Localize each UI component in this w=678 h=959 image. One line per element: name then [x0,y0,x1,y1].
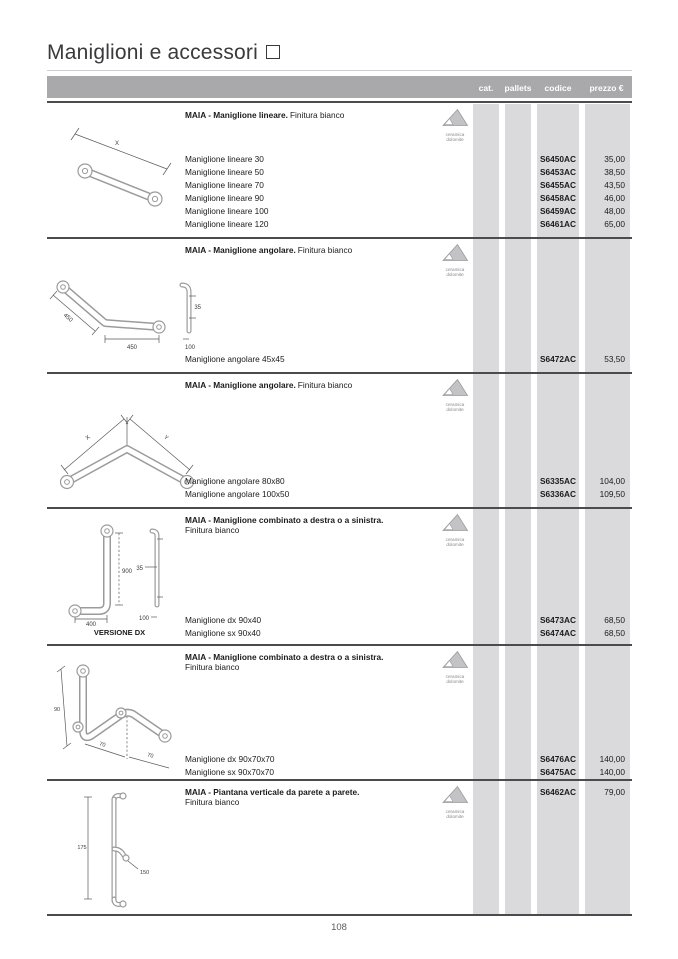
item-price: 65,00 [604,219,625,229]
product-title-finish: Finitura bianco [297,380,353,390]
catalog-table [47,104,632,916]
dim-label: 450 [126,345,138,351]
item-label: Maniglione angolare 45x45 [185,354,285,364]
item-price: 48,00 [604,206,625,216]
table-row [47,615,632,628]
dim-label: 100 [184,345,196,351]
item-label: Maniglione angolare 100x50 [185,489,290,499]
item-price: 140,00 [599,754,625,764]
dim-label: 70 [98,741,107,749]
product-title-finish: Finitura bianco [289,110,345,120]
item-code: S6476AC [540,754,576,764]
table-row [47,476,632,489]
product-title [185,515,435,536]
product-title-bold: MAIA - Maniglione combinato a destra o a sinistra. [185,515,384,525]
product-title [185,110,435,120]
item-label: Maniglione lineare 70 [185,180,264,190]
header-rule [47,101,632,103]
dim-label: 35 [136,566,143,572]
item-code: S6453AC [540,167,576,177]
item-price: 109,50 [599,489,625,499]
dim-label: 900 [122,569,133,575]
vertical-pole-drawing [62,787,172,911]
product-title-finish: Finitura bianco [185,662,240,673]
product-title-finish: Finitura bianco [185,525,240,536]
item-code: S6475AC [540,767,576,777]
brand-logo [436,513,474,548]
ceramica-dolomite-logo-icon [441,243,469,262]
table-row [47,180,632,193]
column-header-pallets: pallets [504,83,532,93]
item-code: S6336AC [540,489,576,499]
brand-logo [436,243,474,278]
item-label: Maniglione dx 90x40 [185,615,262,625]
product-title-bold: MAIA - Piantana verticale da parete a parete. [185,787,360,797]
item-price: 68,50 [604,628,625,638]
dim-label: 35 [194,305,201,311]
item-price: 68,50 [604,615,625,625]
product-title [185,652,435,673]
product-title-finish: Finitura bianco [297,245,353,255]
brand-logo-text-line2: dolomite [446,814,464,820]
brand-logo-text-line2: dolomite [446,137,464,143]
page-number: 108 [331,922,347,933]
dim-label: 400 [85,622,97,627]
table-row [47,354,632,367]
product-section [47,646,632,781]
item-label: Maniglione angolare 80x80 [185,476,285,486]
angled-grab-bar-drawing [47,275,202,353]
item-label: Maniglione sx 90x70x70 [185,767,275,777]
table-header [47,76,632,98]
table-row [47,787,632,800]
item-code: S6474AC [540,628,576,638]
brand-logo [436,108,474,143]
item-code: S6462AC [540,787,576,797]
item-price: 140,00 [599,767,625,777]
item-code: S6461AC [540,219,576,229]
dim-label: 150 [140,870,150,876]
product-title-bold: MAIA - Maniglione angolare. [185,245,296,255]
l-shaped-grab-bar-drawing [57,519,182,627]
table-row [47,193,632,206]
item-price: 53,50 [604,354,625,364]
item-label: Maniglione dx 90x70x70 [185,754,275,764]
item-code: S6459AC [540,206,576,216]
product-section [47,239,632,374]
dim-label: 100 [138,616,149,622]
item-label: Maniglione lineare 30 [185,154,264,164]
brand-logo-text-line1: ceramica [445,537,465,542]
page-title [47,41,280,65]
product-title-bold: MAIA - Maniglione combinato a destra o a sinistra. [185,652,384,662]
ceramica-dolomite-logo-icon [441,108,469,127]
product-section [47,374,632,509]
brand-logo-text-line2: dolomite [446,407,464,413]
product-section [47,104,632,239]
item-code: S6458AC [540,193,576,203]
item-label: Maniglione lineare 50 [185,167,264,177]
dim-label: 450 [61,312,74,324]
item-label: Maniglione sx 90x40 [185,628,261,638]
brand-logo [436,378,474,413]
item-code: S6335AC [540,476,576,486]
brand-logo-text-line2: dolomite [446,542,464,548]
table-row [47,767,632,780]
column-header-prezzo: prezzo € [589,83,624,93]
product-title-finish: Finitura bianco [185,797,240,808]
item-price: 104,00 [599,476,625,486]
table-row [47,154,632,167]
column-header-cat: cat. [478,83,494,93]
brand-logo-text-line2: dolomite [446,679,464,685]
product-title [185,380,435,390]
ceramica-dolomite-logo-icon [441,650,469,669]
item-label: Maniglione lineare 120 [185,219,269,229]
item-price: 35,00 [604,154,625,164]
table-row [47,167,632,180]
title-square-icon [266,45,280,59]
dim-label: X [114,141,120,147]
item-code: S6455AC [540,180,576,190]
brand-logo-text-line1: ceramica [445,132,465,137]
dim-label: X [84,434,92,442]
item-code: S6450AC [540,154,576,164]
column-header-codice: codice [544,83,572,93]
brand-logo-text-line1: ceramica [445,809,465,814]
table-row [47,489,632,502]
item-price: 43,50 [604,180,625,190]
dim-label: Y [162,434,170,442]
item-label: Maniglione lineare 100 [185,206,269,216]
item-code: S6472AC [540,354,576,364]
item-price: 38,50 [604,167,625,177]
brand-logo-text-line1: ceramica [445,267,465,272]
brand-logo-text-line1: ceramica [445,402,465,407]
ceramica-dolomite-logo-icon [441,513,469,532]
top-rule [47,70,632,71]
item-price: 79,00 [604,787,625,797]
brand-logo-text-line2: dolomite [446,272,464,278]
table-row [47,754,632,767]
product-section [47,509,632,646]
dim-label: 70 [146,752,154,760]
item-label: Maniglione lineare 90 [185,193,264,203]
dim-label: 90 [53,707,61,713]
table-row [47,206,632,219]
dim-label: 175 [77,845,87,851]
brand-logo-text-line1: ceramica [445,674,465,679]
item-code: S6473AC [540,615,576,625]
page-title-text: Maniglioni e accessori [47,41,258,64]
table-row [47,219,632,232]
table-row [47,628,632,641]
item-price: 46,00 [604,193,625,203]
product-section [47,781,632,916]
ceramica-dolomite-logo-icon [441,378,469,397]
product-title-bold: MAIA - Maniglione angolare. [185,380,296,390]
product-title-bold: MAIA - Maniglione lineare. [185,110,288,120]
brand-logo [436,650,474,685]
product-title [185,245,435,255]
drawing-caption: VERSIONE DX [93,628,146,637]
